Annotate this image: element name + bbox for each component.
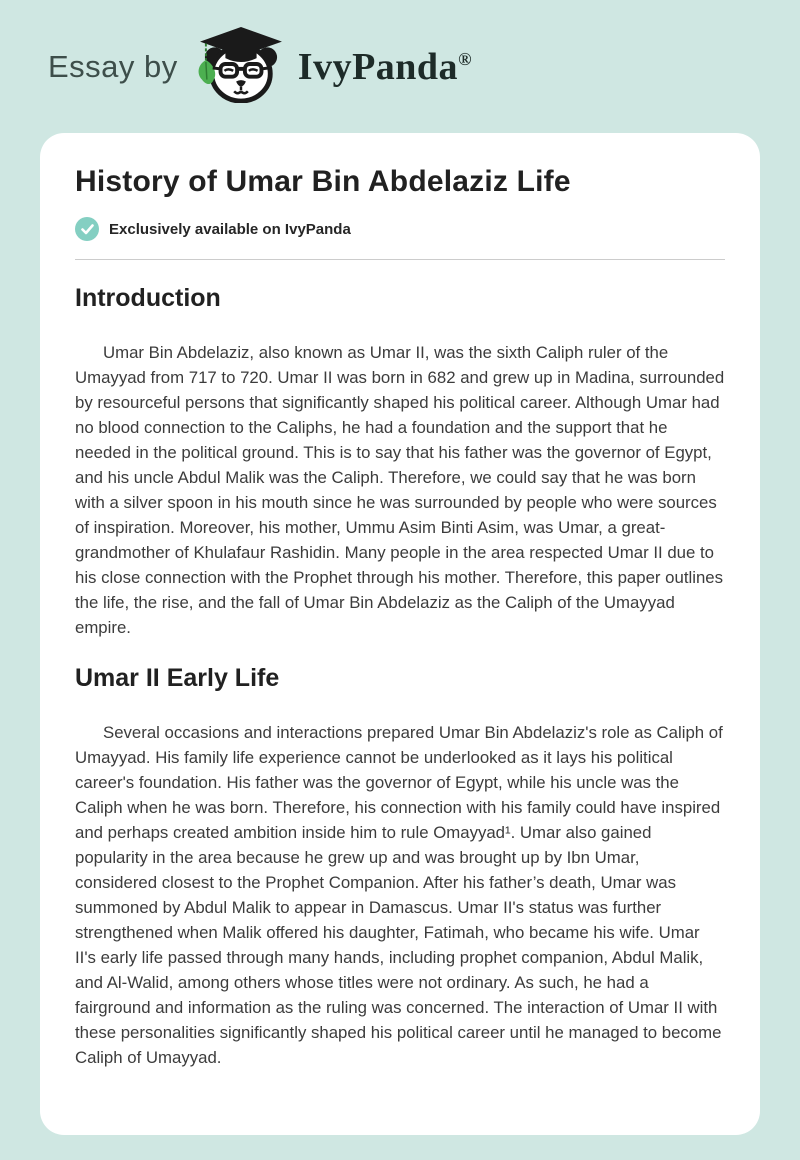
section-heading-early-life: Umar II Early Life [75,664,280,692]
brand-name: IvyPanda® [297,45,473,88]
page-title: History of Umar Bin Abdelaziz Life [75,165,571,198]
ivypanda-logo [196,25,286,108]
divider [75,259,725,260]
exclusive-badge-label: Exclusively available on IvyPanda [109,220,351,238]
registered-mark: ® [458,48,473,69]
essay-by-label: Essay by [48,48,178,84]
panda-graduate-icon [196,25,286,108]
essay-card [40,133,760,1135]
section-paragraph-introduction: Umar Bin Abdelaziz, also known as Umar II, was the sixth Caliph ruler of the Umayyad from 717 to 720. Umar II was born in 682 and grew up in Madina, surrounded by resourceful persons that significantly shaped his political career. Although Umar had no blood connection to the Caliphs, he had a foundation and the support that he needed in the political ground. This is to say that his father was the governor of Egypt, and his uncle Abdul Malik was the Caliph. Therefore, we could say that he was born with a silver spoon in his mouth since he was surrounded by people who were sources of inspiration. Moreover, his mother, Ummu Asim Binti Asim, was Umar, a great-grandmother of Khulafaur Rashidin. Many people in the area respected Umar II due to his close connection with the Prophet through his mother. Therefore, this paper outlines the life, the rise, and the fall of Umar Bin Abdelaziz as the Caliph of the Umayyad empire. [75,343,725,637]
section-heading-introduction: Introduction [75,284,221,312]
check-icon [75,217,99,241]
section-paragraph-early-life: Several occasions and interactions prepared Umar Bin Abdelaziz's role as Caliph of Umayyad. His family life experience cannot be underlooked as it lays his political career's foundation. His father was the governor of Egypt, while his uncle was the Caliph when he was born. Therefore, his connection with his family could have inspired and perhaps created ambition inside him to rule Omayyad¹. Umar also gained popularity in the area because he grew up and was brought up by Ibn Umar, considered closest to the Prophet Companion. After his father’s death, Umar was summoned by Abdul Malik to appear in Damascus. Umar II's status was further strengthened when Malik offered his daughter, Fatimah, who became his wife. Umar II's early life passed through many hands, including prophet companion, Abdul Malik, and Al-Walid, among others whose titles were not ordinary. As such, he had a fairground and information as the ruling was concerned. The interaction of Umar II with these personalities significantly shaped his political career until he managed to become Caliph of Umayyad. [75,723,723,1067]
exclusive-badge [75,217,725,241]
site-header [0,0,800,133]
